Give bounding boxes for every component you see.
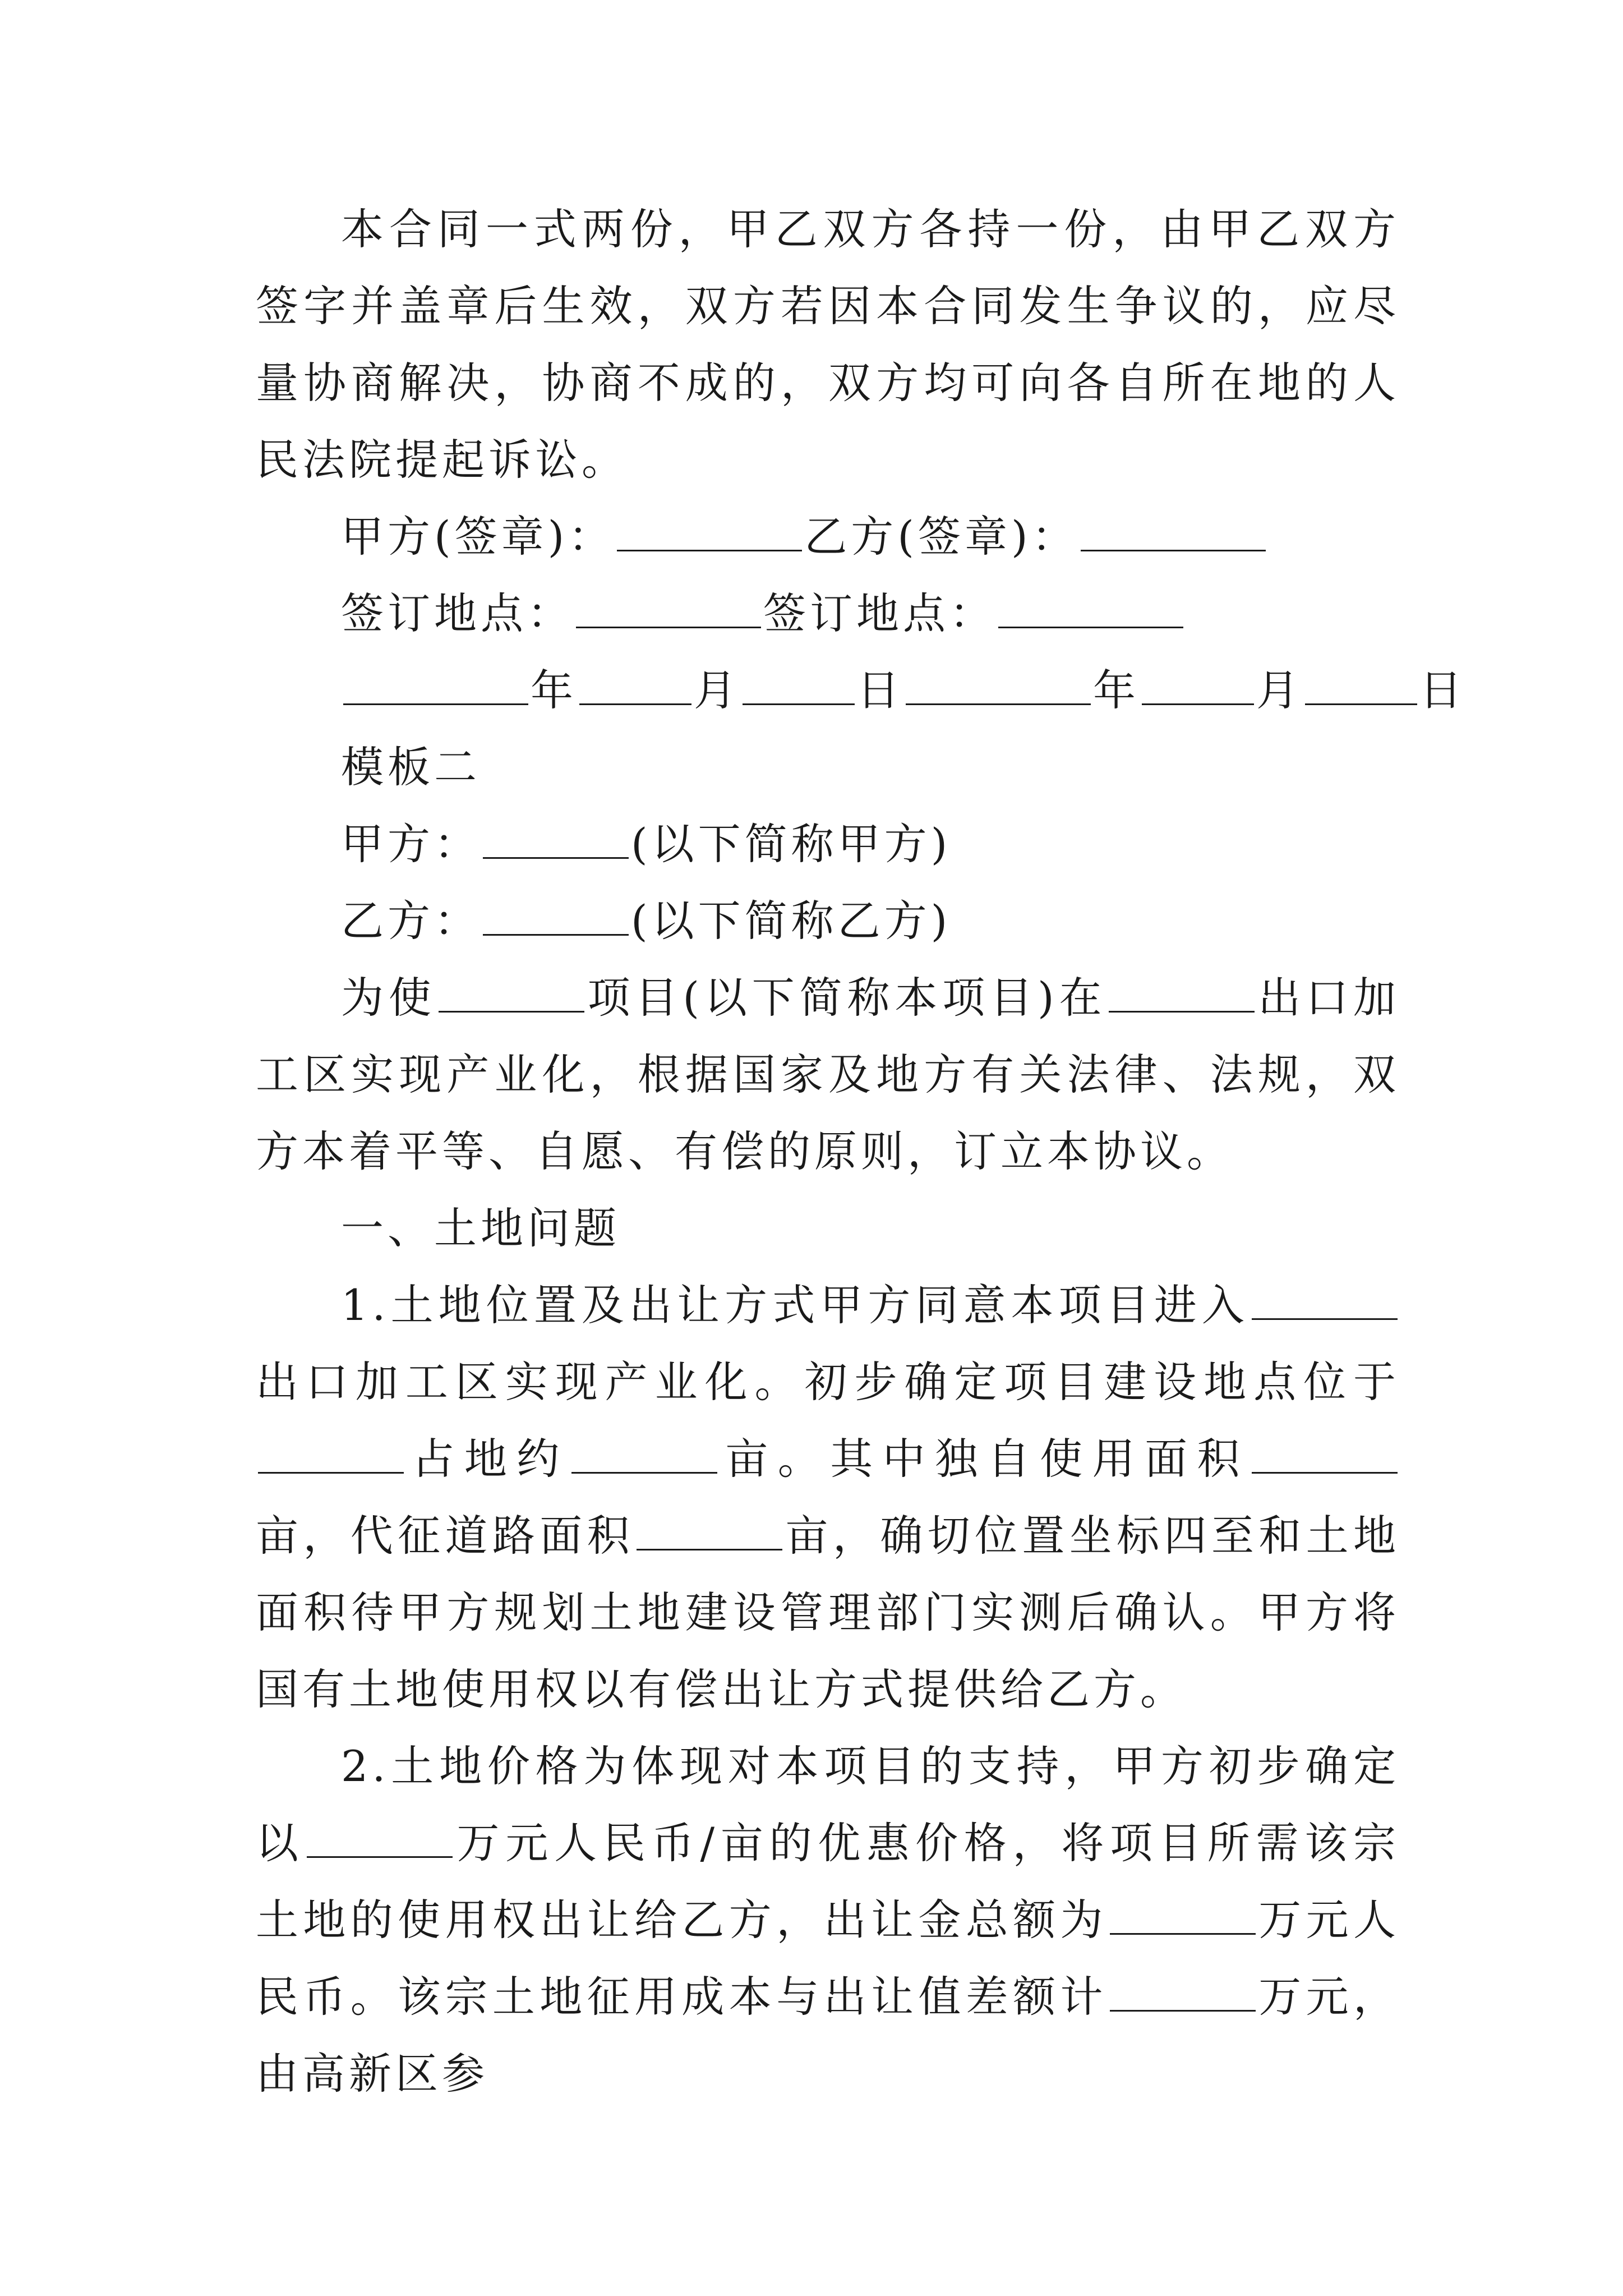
party-b-year-blank[interactable] bbox=[906, 661, 1091, 705]
total-price-blank[interactable] bbox=[1110, 1890, 1256, 1935]
clause-2-text-1: 2.土地价格为体现对本项目的支持，甲方初步确定以 bbox=[256, 1741, 1400, 1868]
clause-1-text-4: 亩。其中独自使用面积 bbox=[719, 1434, 1250, 1484]
party-b-place-blank[interactable] bbox=[998, 584, 1183, 628]
day-label: 日 bbox=[857, 665, 903, 715]
intro-text-2: 项目(以下简称本项目)在 bbox=[586, 973, 1107, 1023]
party-b-day-blank[interactable] bbox=[1305, 661, 1417, 705]
party-b-signature-label: 乙方(签章)： bbox=[804, 512, 1078, 562]
party-a-line bbox=[256, 806, 1400, 882]
party-a-signature-blank[interactable] bbox=[617, 507, 802, 551]
party-b-place-label: 签订地点： bbox=[763, 588, 996, 638]
party-b-month-blank[interactable] bbox=[1142, 661, 1254, 705]
template-title: 模板二 bbox=[341, 742, 481, 792]
zone-blank[interactable] bbox=[1252, 1276, 1398, 1320]
unit-price-blank[interactable] bbox=[307, 1814, 453, 1858]
zone-name-blank[interactable] bbox=[1109, 968, 1255, 1013]
project-name-blank[interactable] bbox=[439, 968, 584, 1013]
party-a-place-blank[interactable] bbox=[576, 584, 761, 628]
section-1-title: 一、土地问题 bbox=[341, 1203, 620, 1253]
party-a-place-label: 签订地点： bbox=[341, 588, 574, 638]
party-b-note: (以下简称乙方) bbox=[631, 896, 952, 946]
party-a-name-blank[interactable] bbox=[483, 815, 629, 859]
party-b-line bbox=[256, 882, 1400, 959]
intro-paragraph bbox=[256, 959, 1400, 1190]
total-area-blank[interactable] bbox=[571, 1429, 717, 1474]
clause-1-text-6: 亩，确切位置坐标四至和土地面积待甲方规划土地建设管理部门实测后确认。甲方将国有土地使用权以有偿出让方式提供给乙方。 bbox=[256, 1511, 1400, 1714]
clause-1-text-1: 1.土地位置及出让方式甲方同意本项目进入 bbox=[341, 1280, 1249, 1330]
clause-1-text-3: 占地约 bbox=[406, 1434, 569, 1484]
clause-1-paragraph bbox=[256, 1267, 1400, 1728]
closing-paragraph: 本合同一式两份，甲乙双方各持一份，由甲乙双方签字并盖章后生效，双方若因本合同发生争议的，应尽量协商解决，协商不成的，双方均可向各自所在地的人民法院提起诉讼。 bbox=[256, 204, 1400, 485]
party-a-signature-label: 甲方(签章)： bbox=[341, 512, 615, 562]
clause-1-text-5: 亩，代征道路面积 bbox=[256, 1511, 635, 1561]
month-label: 月 bbox=[694, 665, 740, 715]
party-a-month-blank[interactable] bbox=[579, 661, 691, 705]
clause-1-text-2: 出口加工区实现产业化。初步确定项目建设地点位于 bbox=[256, 1357, 1400, 1407]
signature-line bbox=[256, 498, 1400, 575]
date-line bbox=[256, 652, 1466, 729]
party-b-signature-blank[interactable] bbox=[1081, 507, 1266, 551]
party-b-label: 乙方： bbox=[341, 896, 481, 946]
difference-blank[interactable] bbox=[1110, 1967, 1256, 2012]
road-area-blank[interactable] bbox=[637, 1506, 782, 1550]
party-b-name-blank[interactable] bbox=[483, 891, 629, 936]
clause-2-paragraph bbox=[256, 1728, 1400, 2112]
signing-place-line bbox=[256, 575, 1400, 652]
year-label: 年 bbox=[531, 665, 577, 715]
intro-text-3: 出口加工区实现产业化，根据国家及地方有关法律、法规，双方本着平等、自愿、有偿的原则，订立本协议。 bbox=[256, 973, 1400, 1176]
party-a-day-blank[interactable] bbox=[743, 661, 855, 705]
party-a-label: 甲方： bbox=[341, 819, 481, 869]
clause-2-text-2: 万元人民币/亩的优惠价格，将项目所需该宗土地的使用权出让给乙方，出让金总额为 bbox=[256, 1818, 1400, 1945]
document-body bbox=[256, 191, 1466, 2112]
clause-2-text-3: 万元人民币。该宗土地征用成本与出让值差额计 bbox=[256, 1895, 1400, 2022]
year-label: 年 bbox=[1093, 665, 1140, 715]
month-label: 月 bbox=[1256, 665, 1303, 715]
party-a-note: (以下简称甲方) bbox=[631, 819, 952, 869]
intro-text-1: 为使 bbox=[341, 973, 436, 1023]
party-a-year-blank[interactable] bbox=[343, 661, 528, 705]
day-label: 日 bbox=[1419, 665, 1466, 715]
location-blank[interactable] bbox=[258, 1429, 404, 1474]
clause-2-text-4: 万元，由高新区参 bbox=[256, 1972, 1400, 2099]
exclusive-area-blank[interactable] bbox=[1252, 1429, 1398, 1474]
